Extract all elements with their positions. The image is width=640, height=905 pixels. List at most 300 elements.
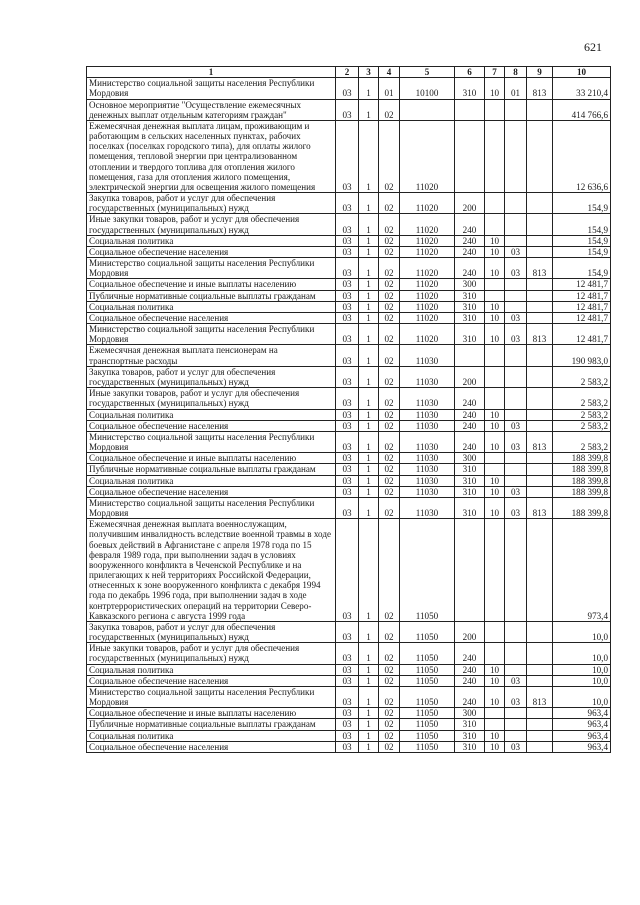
row-name: Иные закупки товаров, работ и услуг для обеспечения государственных (муниципальных) нужд <box>87 388 336 409</box>
row-target-code: 11020 <box>400 246 455 257</box>
row-target-code: 11050 <box>400 643 455 664</box>
row-code-1: 03 <box>336 741 359 752</box>
row-ministry-code <box>527 99 553 120</box>
row-code-3: 02 <box>379 366 400 387</box>
row-ministry-code: 813 <box>527 431 553 452</box>
row-code-3: 02 <box>379 741 400 752</box>
row-name: Министерство социальной защиты населения Республики Мордовия <box>87 431 336 452</box>
row-amount: 2 583,2 <box>553 366 611 387</box>
row-section <box>485 279 505 290</box>
row-name: Социальное обеспечение и иные выплаты населению <box>87 453 336 464</box>
row-code-2: 1 <box>359 388 379 409</box>
row-subsection: 03 <box>505 420 527 431</box>
row-section <box>485 214 505 235</box>
row-subsection: 03 <box>505 431 527 452</box>
row-code-2: 1 <box>359 730 379 741</box>
row-ministry-code <box>527 279 553 290</box>
row-code-1: 03 <box>336 301 359 312</box>
table-row <box>87 621 611 642</box>
table-row <box>87 420 611 431</box>
row-name: Социальная политика <box>87 475 336 486</box>
row-code-2: 1 <box>359 312 379 323</box>
row-amount: 12 481,7 <box>553 324 611 345</box>
row-expense-type: 300 <box>455 708 485 719</box>
row-amount: 10,0 <box>553 643 611 664</box>
table-row <box>87 453 611 464</box>
row-code-3: 02 <box>379 246 400 257</box>
row-code-2: 1 <box>359 519 379 622</box>
row-code-2: 1 <box>359 78 379 99</box>
row-target-code: 11050 <box>400 621 455 642</box>
row-subsection <box>505 664 527 675</box>
row-code-3: 02 <box>379 486 400 497</box>
row-section <box>485 719 505 730</box>
row-name: Социальная политика <box>87 235 336 246</box>
row-ministry-code: 813 <box>527 78 553 99</box>
row-code-2: 1 <box>359 120 379 192</box>
row-amount: 188 399,8 <box>553 453 611 464</box>
row-expense-type: 240 <box>455 258 485 279</box>
row-name: Министерство социальной защиты населения Республики Мордовия <box>87 324 336 345</box>
row-name: Социальное обеспечение и иные выплаты населению <box>87 708 336 719</box>
row-code-3: 02 <box>379 258 400 279</box>
row-target-code: 11030 <box>400 345 455 366</box>
row-name: Публичные нормативные социальные выплаты гражданам <box>87 719 336 730</box>
header-cell: 10 <box>553 67 611 78</box>
table-row <box>87 324 611 345</box>
row-code-3: 02 <box>379 675 400 686</box>
row-amount: 10,0 <box>553 686 611 707</box>
row-ministry-code <box>527 486 553 497</box>
row-subsection <box>505 453 527 464</box>
row-subsection <box>505 719 527 730</box>
row-code-2: 1 <box>359 664 379 675</box>
row-code-1: 03 <box>336 235 359 246</box>
row-amount: 154,9 <box>553 235 611 246</box>
row-section: 10 <box>485 486 505 497</box>
row-target-code: 11020 <box>400 324 455 345</box>
budget-table <box>86 66 611 753</box>
row-code-1: 03 <box>336 193 359 214</box>
row-subsection: 03 <box>505 686 527 707</box>
row-expense-type: 310 <box>455 290 485 301</box>
row-code-2: 1 <box>359 214 379 235</box>
row-code-3: 02 <box>379 708 400 719</box>
row-subsection <box>505 120 527 192</box>
row-section <box>485 99 505 120</box>
row-ministry-code <box>527 475 553 486</box>
row-code-1: 03 <box>336 686 359 707</box>
table-header <box>87 67 611 78</box>
row-code-3: 02 <box>379 279 400 290</box>
row-ministry-code <box>527 420 553 431</box>
row-amount: 12 481,7 <box>553 279 611 290</box>
row-expense-type: 310 <box>455 464 485 475</box>
row-subsection <box>505 301 527 312</box>
row-name: Иные закупки товаров, работ и услуг для обеспечения государственных (муниципальных) нужд <box>87 214 336 235</box>
row-section <box>485 464 505 475</box>
row-subsection <box>505 193 527 214</box>
row-name: Социальное обеспечение населения <box>87 312 336 323</box>
row-code-1: 03 <box>336 258 359 279</box>
table-row <box>87 366 611 387</box>
row-amount: 10,0 <box>553 664 611 675</box>
row-ministry-code <box>527 193 553 214</box>
row-subsection <box>505 475 527 486</box>
row-amount: 33 210,4 <box>553 78 611 99</box>
row-expense-type: 240 <box>455 214 485 235</box>
table-body <box>87 78 611 753</box>
row-subsection <box>505 279 527 290</box>
row-code-1: 03 <box>336 99 359 120</box>
header-cell: 5 <box>400 67 455 78</box>
row-section <box>485 345 505 366</box>
row-target-code: 11020 <box>400 258 455 279</box>
row-subsection <box>505 519 527 622</box>
row-code-1: 03 <box>336 519 359 622</box>
row-name: Социальное обеспечение населения <box>87 675 336 686</box>
row-code-3: 02 <box>379 621 400 642</box>
row-code-1: 03 <box>336 409 359 420</box>
row-code-1: 03 <box>336 475 359 486</box>
row-subsection <box>505 235 527 246</box>
row-code-1: 03 <box>336 719 359 730</box>
row-target-code: 11050 <box>400 708 455 719</box>
row-section: 10 <box>485 324 505 345</box>
row-subsection <box>505 730 527 741</box>
row-target-code: 11030 <box>400 431 455 452</box>
row-name: Ежемесячная денежная выплата военнослужащим, получившим инвалидность вследствие военной травмы в ходе боевых действий в Афганистане с апреля 1978 года по 15 февраля 1989 года, при выполнении задач в условиях вооруженного конфликта в Чеченской Республике и на прилегающих к ней территориях Российской Федерации, отнесенных к зоне вооруженного конфликта с декабря 1994 года по декабрь 1996 года, при выполнении задач в ходе контртеррористических операций на территории Северо-Кавказского региона с августа 1999 года <box>87 519 336 622</box>
row-expense-type: 240 <box>455 675 485 686</box>
row-section <box>485 120 505 192</box>
row-section: 10 <box>485 246 505 257</box>
row-code-1: 03 <box>336 290 359 301</box>
row-subsection <box>505 708 527 719</box>
row-name: Министерство социальной защиты населения Республики Мордовия <box>87 78 336 99</box>
row-target-code: 11030 <box>400 475 455 486</box>
row-code-2: 1 <box>359 708 379 719</box>
row-expense-type: 240 <box>455 431 485 452</box>
row-subsection: 01 <box>505 78 527 99</box>
row-name: Социальное обеспечение населения <box>87 420 336 431</box>
row-code-1: 03 <box>336 431 359 452</box>
row-amount: 414 766,6 <box>553 99 611 120</box>
row-amount: 963,4 <box>553 719 611 730</box>
row-code-3: 02 <box>379 409 400 420</box>
row-code-1: 03 <box>336 312 359 323</box>
table-row <box>87 686 611 707</box>
row-code-1: 03 <box>336 730 359 741</box>
row-subsection: 03 <box>505 486 527 497</box>
row-code-1: 03 <box>336 675 359 686</box>
row-subsection <box>505 290 527 301</box>
row-code-1: 03 <box>336 345 359 366</box>
table-row <box>87 246 611 257</box>
row-subsection: 03 <box>505 246 527 257</box>
row-code-3: 01 <box>379 78 400 99</box>
row-amount: 154,9 <box>553 193 611 214</box>
row-name: Иные закупки товаров, работ и услуг для обеспечения государственных (муниципальных) нужд <box>87 643 336 664</box>
row-code-1: 03 <box>336 643 359 664</box>
row-amount: 963,4 <box>553 708 611 719</box>
row-expense-type: 310 <box>455 486 485 497</box>
row-code-3: 02 <box>379 664 400 675</box>
row-code-3: 02 <box>379 290 400 301</box>
row-name: Закупка товаров, работ и услуг для обеспечения государственных (муниципальных) нужд <box>87 621 336 642</box>
row-expense-type: 240 <box>455 420 485 431</box>
row-ministry-code <box>527 453 553 464</box>
row-name: Ежемесячная денежная выплата пенсионерам на транспортные расходы <box>87 345 336 366</box>
row-code-3: 02 <box>379 214 400 235</box>
row-ministry-code <box>527 621 553 642</box>
row-ministry-code: 813 <box>527 258 553 279</box>
row-amount: 12 481,7 <box>553 312 611 323</box>
row-section: 10 <box>485 475 505 486</box>
row-subsection <box>505 366 527 387</box>
row-target-code: 11030 <box>400 453 455 464</box>
row-amount: 2 583,2 <box>553 420 611 431</box>
row-name: Социальное обеспечение населения <box>87 246 336 257</box>
row-expense-type: 240 <box>455 235 485 246</box>
row-name: Социальное обеспечение и иные выплаты населению <box>87 279 336 290</box>
row-code-1: 03 <box>336 420 359 431</box>
row-name: Публичные нормативные социальные выплаты гражданам <box>87 290 336 301</box>
row-target-code: 11030 <box>400 409 455 420</box>
row-section: 10 <box>485 409 505 420</box>
header-cell: 3 <box>359 67 379 78</box>
header-row <box>87 67 611 78</box>
row-expense-type: 240 <box>455 686 485 707</box>
row-code-1: 03 <box>336 486 359 497</box>
row-name: Социальная политика <box>87 664 336 675</box>
row-ministry-code <box>527 214 553 235</box>
row-amount: 2 583,2 <box>553 409 611 420</box>
row-expense-type: 310 <box>455 78 485 99</box>
header-cell: 9 <box>527 67 553 78</box>
row-code-3: 02 <box>379 388 400 409</box>
row-code-1: 03 <box>336 214 359 235</box>
table-row <box>87 409 611 420</box>
row-amount: 12 636,6 <box>553 120 611 192</box>
row-expense-type: 240 <box>455 664 485 675</box>
row-target-code: 11020 <box>400 193 455 214</box>
row-expense-type: 240 <box>455 246 485 257</box>
row-target-code: 11020 <box>400 120 455 192</box>
table-row <box>87 464 611 475</box>
row-subsection <box>505 621 527 642</box>
row-code-1: 03 <box>336 324 359 345</box>
row-target-code: 11050 <box>400 675 455 686</box>
row-code-2: 1 <box>359 193 379 214</box>
row-code-2: 1 <box>359 409 379 420</box>
row-target-code: 11050 <box>400 719 455 730</box>
table-row <box>87 120 611 192</box>
row-expense-type: 310 <box>455 475 485 486</box>
table-row <box>87 497 611 518</box>
row-code-1: 03 <box>336 120 359 192</box>
row-ministry-code: 813 <box>527 324 553 345</box>
row-section: 10 <box>485 675 505 686</box>
row-ministry-code <box>527 409 553 420</box>
row-name: Министерство социальной защиты населения Республики Мордовия <box>87 686 336 707</box>
row-section: 10 <box>485 312 505 323</box>
row-section: 10 <box>485 730 505 741</box>
row-expense-type: 310 <box>455 312 485 323</box>
row-code-2: 1 <box>359 675 379 686</box>
row-target-code: 11030 <box>400 486 455 497</box>
row-ministry-code <box>527 290 553 301</box>
row-expense-type: 300 <box>455 453 485 464</box>
row-name: Основное мероприятие "Осуществление ежемесячных денежных выплат отдельным категориям граждан" <box>87 99 336 120</box>
row-ministry-code <box>527 301 553 312</box>
row-section <box>485 519 505 622</box>
row-name: Социальная политика <box>87 730 336 741</box>
row-code-2: 1 <box>359 486 379 497</box>
table-row <box>87 235 611 246</box>
row-ministry-code <box>527 464 553 475</box>
row-code-1: 03 <box>336 464 359 475</box>
row-target-code: 11050 <box>400 741 455 752</box>
row-ministry-code: 813 <box>527 686 553 707</box>
row-section <box>485 388 505 409</box>
row-expense-type <box>455 120 485 192</box>
row-target-code: 11030 <box>400 420 455 431</box>
row-code-1: 03 <box>336 621 359 642</box>
table-row <box>87 643 611 664</box>
row-code-2: 1 <box>359 741 379 752</box>
row-ministry-code <box>527 719 553 730</box>
table-row <box>87 301 611 312</box>
row-subsection: 03 <box>505 497 527 518</box>
row-amount: 154,9 <box>553 214 611 235</box>
row-amount: 12 481,7 <box>553 290 611 301</box>
row-amount: 154,9 <box>553 258 611 279</box>
row-expense-type <box>455 519 485 622</box>
row-section <box>485 621 505 642</box>
row-ministry-code <box>527 730 553 741</box>
row-target-code: 11020 <box>400 279 455 290</box>
row-subsection: 03 <box>505 258 527 279</box>
row-code-2: 1 <box>359 366 379 387</box>
row-code-2: 1 <box>359 475 379 486</box>
table-row <box>87 312 611 323</box>
table-row <box>87 708 611 719</box>
row-code-3: 02 <box>379 420 400 431</box>
row-subsection <box>505 643 527 664</box>
row-expense-type: 310 <box>455 719 485 730</box>
row-target-code: 11020 <box>400 290 455 301</box>
row-section: 10 <box>485 258 505 279</box>
row-expense-type: 310 <box>455 497 485 518</box>
row-subsection <box>505 388 527 409</box>
row-expense-type: 310 <box>455 730 485 741</box>
row-code-3: 02 <box>379 464 400 475</box>
row-code-1: 03 <box>336 388 359 409</box>
row-ministry-code <box>527 120 553 192</box>
row-code-3: 02 <box>379 235 400 246</box>
row-section: 10 <box>485 301 505 312</box>
row-code-1: 03 <box>336 664 359 675</box>
row-amount: 188 399,8 <box>553 464 611 475</box>
row-amount: 963,4 <box>553 730 611 741</box>
row-amount: 10,0 <box>553 621 611 642</box>
table-row <box>87 719 611 730</box>
row-expense-type: 310 <box>455 324 485 345</box>
row-code-3: 02 <box>379 497 400 518</box>
row-ministry-code <box>527 345 553 366</box>
row-ministry-code <box>527 388 553 409</box>
table-row <box>87 519 611 622</box>
row-code-1: 03 <box>336 453 359 464</box>
row-subsection <box>505 464 527 475</box>
row-ministry-code <box>527 246 553 257</box>
table-row <box>87 193 611 214</box>
row-code-2: 1 <box>359 686 379 707</box>
row-code-1: 03 <box>336 78 359 99</box>
row-target-code: 11020 <box>400 301 455 312</box>
header-cell: 4 <box>379 67 400 78</box>
row-code-3: 02 <box>379 99 400 120</box>
row-section <box>485 193 505 214</box>
row-code-3: 02 <box>379 730 400 741</box>
row-subsection: 03 <box>505 741 527 752</box>
row-target-code: 11020 <box>400 312 455 323</box>
table-row <box>87 279 611 290</box>
row-target-code: 10100 <box>400 78 455 99</box>
row-code-1: 03 <box>336 708 359 719</box>
row-amount: 963,4 <box>553 741 611 752</box>
row-target-code: 11050 <box>400 519 455 622</box>
row-amount: 188 399,8 <box>553 486 611 497</box>
table-row <box>87 258 611 279</box>
row-name: Социальное обеспечение населения <box>87 741 336 752</box>
row-code-2: 1 <box>359 99 379 120</box>
header-cell: 1 <box>87 67 336 78</box>
row-expense-type <box>455 99 485 120</box>
row-code-3: 02 <box>379 345 400 366</box>
row-name: Министерство социальной защиты населения Республики Мордовия <box>87 497 336 518</box>
header-cell: 7 <box>485 67 505 78</box>
row-code-2: 1 <box>359 497 379 518</box>
row-subsection: 03 <box>505 312 527 323</box>
row-expense-type: 240 <box>455 643 485 664</box>
row-code-1: 03 <box>336 497 359 518</box>
row-code-2: 1 <box>359 464 379 475</box>
row-expense-type: 310 <box>455 741 485 752</box>
row-expense-type: 200 <box>455 621 485 642</box>
row-name: Социальная политика <box>87 301 336 312</box>
row-target-code: 11030 <box>400 388 455 409</box>
table-row <box>87 345 611 366</box>
row-target-code: 11050 <box>400 686 455 707</box>
row-section: 10 <box>485 741 505 752</box>
table-row <box>87 675 611 686</box>
table-row <box>87 99 611 120</box>
row-section: 10 <box>485 431 505 452</box>
row-ministry-code <box>527 664 553 675</box>
row-section <box>485 366 505 387</box>
row-target-code: 11030 <box>400 464 455 475</box>
row-code-1: 03 <box>336 246 359 257</box>
row-subsection <box>505 345 527 366</box>
row-ministry-code <box>527 708 553 719</box>
row-amount: 12 481,7 <box>553 301 611 312</box>
row-ministry-code: 813 <box>527 497 553 518</box>
row-code-2: 1 <box>359 621 379 642</box>
row-section: 10 <box>485 497 505 518</box>
row-section: 10 <box>485 686 505 707</box>
row-name: Публичные нормативные социальные выплаты гражданам <box>87 464 336 475</box>
